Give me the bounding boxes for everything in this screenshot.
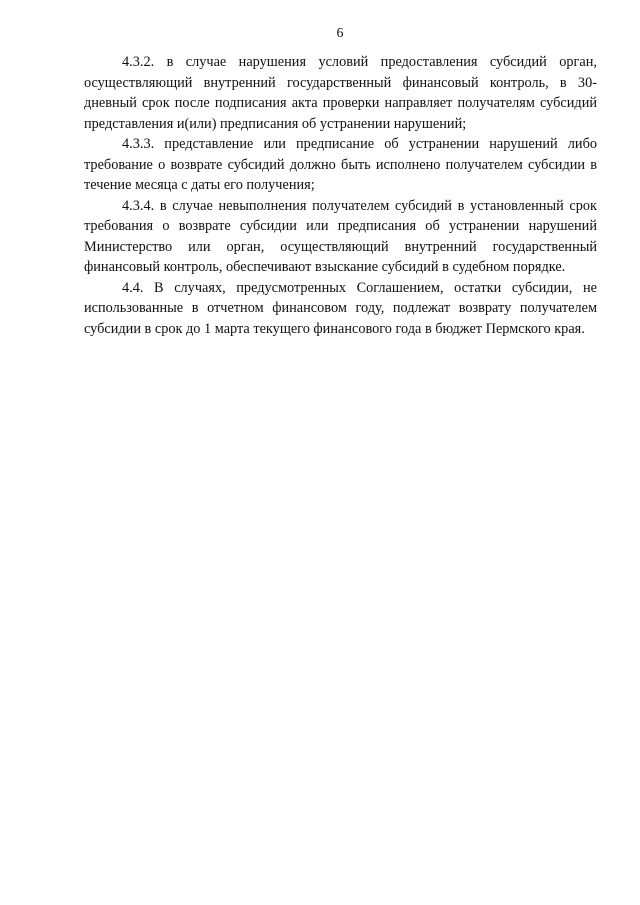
paragraph-4-3-3: 4.3.3. представление или предписание об устранении нарушений либо требование о возврате субсидий должно быть исполнено получателем субсидии в течение месяца с даты его получения; [84,136,597,193]
paragraph-4-4: 4.4. В случаях, предусмотренных Соглашением, остатки субсидии, не использованные в отчетном финансовом году, подлежат возврату получателем субсидии в срок до 1 марта текущего финансового года в бюджет Пермского края. [84,279,597,337]
paragraph-4-3-4: 4.3.4. в случае невыполнения получателем субсидий в установленный срок требования о возврате субсидии или предписания об устранении нарушений Министерство или орган, осуществляющий внутренний государственный финансовый контроль, обеспечивают взыскание субсидий в судебном порядке. [84,197,597,275]
paragraph-4-3-2: 4.3.2. в случае нарушения условий предоставления субсидий орган, осуществляющий внутренний государственный финансовый контроль, в 30-дневный срок после подписания акта проверки направляет получателям субсидий представления и(или) предписания об устранении нарушений; [84,54,597,132]
document-body [84,52,597,339]
page-number: 6 [336,26,344,41]
